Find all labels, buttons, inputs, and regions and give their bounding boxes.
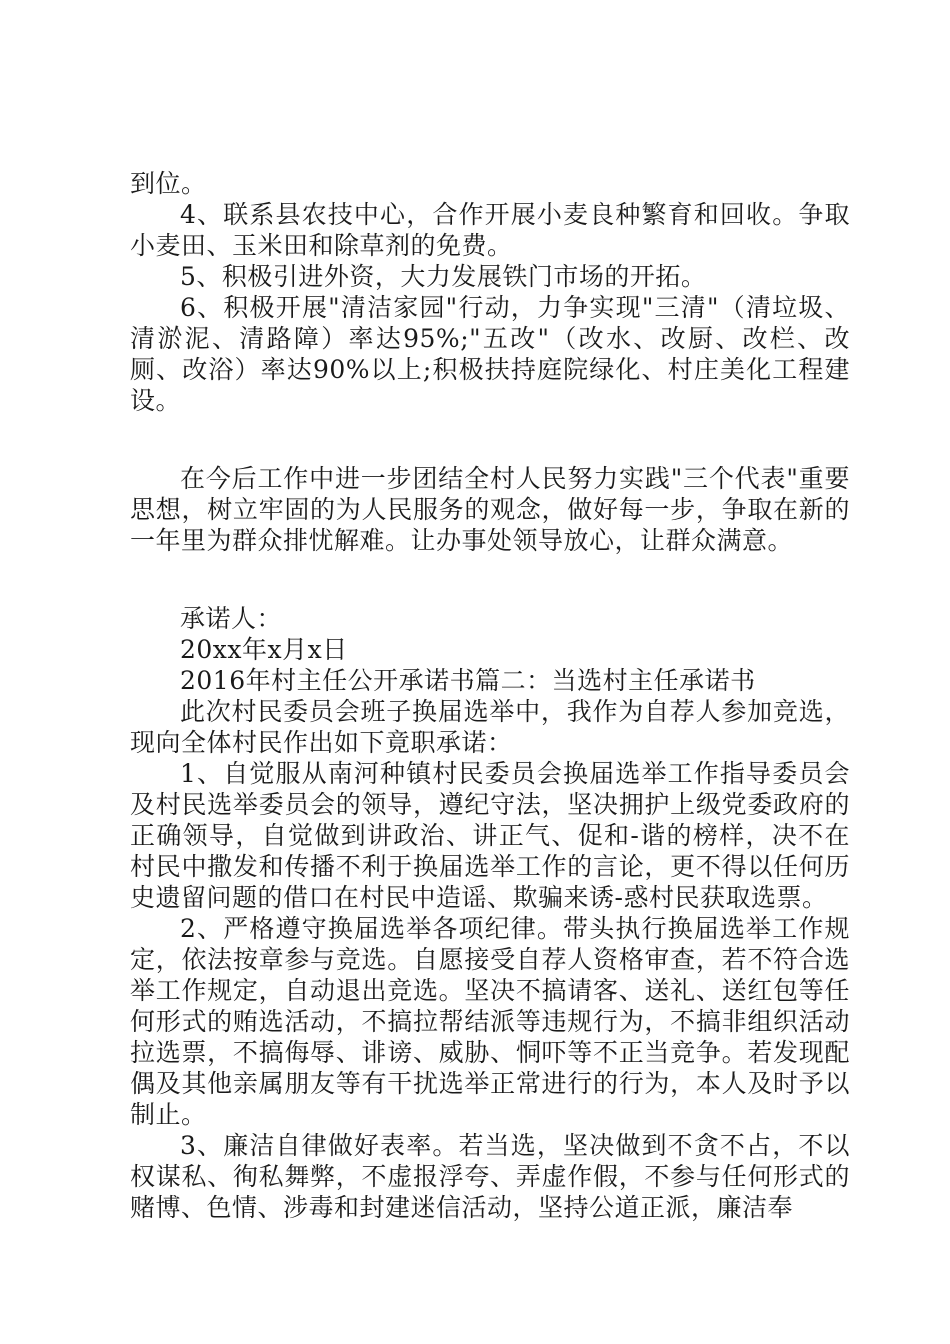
document-body: [130, 168, 850, 1223]
paragraph-gap: [130, 556, 850, 603]
paragraph-pledge-3: 3、廉洁自律做好表率。若当选，坚决做到不贪不占，不以权谋私、徇私舞弊，不虚报浮夸、弄虚作假，不参与任何形式的赌博、色情、涉毒和封建迷信活动，坚持公道正派，廉洁奉: [130, 1131, 850, 1222]
paragraph-continuation: 到位。: [130, 169, 207, 198]
paragraph-closing: 在今后工作中进一步团结全村人民努力实践"三个代表"重要思想，树立牢固的为人民服务的观念，做好每一步，争取在新的一年里为群众排忧解难。让办事处领导放心，让群众满意。: [130, 464, 850, 555]
paragraph-item-5: 5、积极引进外资，大力发展铁门市场的开拓。: [180, 262, 707, 291]
paragraph-pledge-2: 2、严格遵守换届选举各项纪律。带头执行换届选举工作规定，依法按章参与竞选。自愿接受自荐人资格审查，若不符合选举工作规定，自动退出竞选。坚决不搞请客、送礼、送红包等任何形式的贿选活动，不搞拉帮结派等违规行为，不搞非组织活动拉选票，不搞侮辱、诽谤、威胁、恫吓等不正当竞争。若发现配偶及其他亲属朋友等有干扰选举正常进行的行为，本人及时予以制止。: [130, 914, 850, 1129]
section-title: 2016年村主任公开承诺书篇二：当选村主任承诺书: [180, 666, 756, 695]
paragraph-item-6: 6、积极开展"清洁家园"行动，力争实现"三清"（清垃圾、清淤泥、清路障）率达95%;"五改"（改水、改厨、改栏、改厕、改浴）率达90%以上;积极扶持庭院绿化、村庄美化工程建设。: [130, 293, 850, 415]
paragraph-gap: [130, 416, 850, 463]
signature-label: 承诺人：: [180, 604, 283, 633]
paragraph-intro: 此次村民委员会班子换届选举中，我作为自荐人参加竞选，现向全体村民作出如下竟职承诺：: [130, 697, 850, 757]
signature-date: 20xx年x月x日: [180, 635, 348, 664]
paragraph-pledge-1: 1、自觉服从南河种镇村民委员会换届选举工作指导委员会及村民选举委员会的领导，遵纪守法，坚决拥护上级党委政府的正确领导，自觉做到讲政治、讲正气、促和-谐的榜样，决不在村民中撒发和传播不利于换届选举工作的言论，更不得以任何历史遗留问题的借口在村民中造谣、欺骗来诱-惑村民获取选票。: [130, 759, 850, 912]
paragraph-item-4: 4、联系县农技中心，合作开展小麦良种繁育和回收。争取小麦田、玉米田和除草剂的免费。: [130, 200, 850, 260]
